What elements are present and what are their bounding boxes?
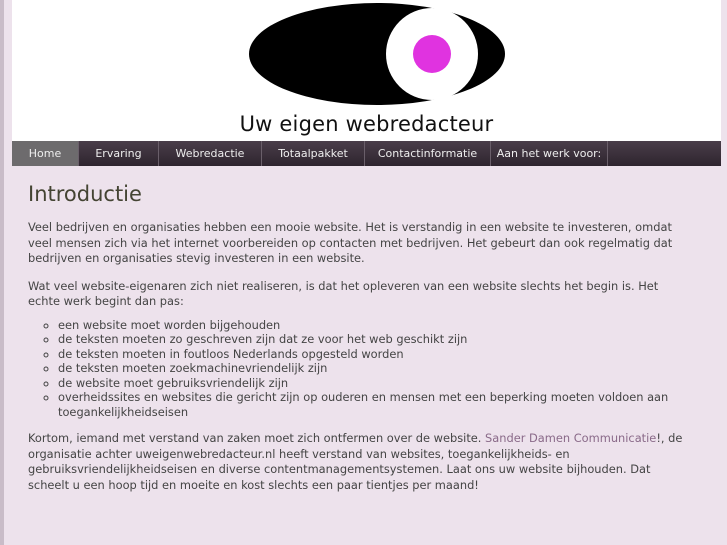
nav-aan-het-werk-voor[interactable]: Aan het werk voor: bbox=[491, 141, 608, 166]
nav-home[interactable]: Home bbox=[12, 141, 79, 166]
list-item: ◦ de teksten moeten zo geschreven zijn dat ze voor het web geschikt zijn bbox=[58, 332, 688, 347]
intro-paragraph-2: Wat veel website-eigenaren zich niet realiseren, is dat het opleveren van een website slechts het begin is. Het echte werk begint dan pas: bbox=[28, 278, 659, 308]
task-list bbox=[28, 318, 688, 420]
list-item: ◦ een website moet worden bijgehouden bbox=[58, 318, 688, 333]
nav-webredactie[interactable]: Webredactie bbox=[159, 141, 262, 166]
main-content bbox=[28, 182, 688, 505]
main-nav bbox=[12, 141, 721, 166]
list-item: ◦ overheidssites en websites die gericht zijn op ouderen en mensen met een beperking moeten voldoen aan toegankelijkheidseisen bbox=[58, 390, 688, 419]
page-heading: Introductie bbox=[28, 182, 142, 206]
nav-contactinformatie[interactable]: Contactinformatie bbox=[365, 141, 491, 166]
list-item: ◦ de website moet gebruiksvriendelijk zijn bbox=[58, 376, 688, 391]
conclusion-text-end: !, de organisatie achter uweigenwebredacteur.nl heeft verstand van websites, toegankelijkheids- en gebruiksvriendelijkheidseisen en diverse contentmanagementsystemen. Laat ons uw website bijhouden. Dat scheelt u een hoop tijd en moeite en kost slechts een paar tientjes per maand! bbox=[28, 431, 683, 492]
site-title: Uw eigen webredacteur bbox=[239, 112, 494, 136]
intro-paragraph-1: Veel bedrijven en organisaties hebben een mooie website. Het is verstandig in een website te investeren, omdat veel mensen zich via het internet voorbereiden op contacten met bedrijven. Het gebeurt dan ook regelmatig dat bedrijven en organisaties stevig investeren in een website. bbox=[28, 220, 673, 265]
conclusion-paragraph bbox=[28, 431, 688, 493]
header bbox=[12, 0, 721, 141]
conclusion-text-start: Kortom, iemand met verstand van zaken moet zich ontfermen over de website. bbox=[28, 431, 486, 445]
nav-totaalpakket[interactable]: Totaalpakket bbox=[262, 141, 365, 166]
eye-logo-icon bbox=[248, 2, 506, 106]
nav-ervaring[interactable]: Ervaring bbox=[79, 141, 159, 166]
list-item: ◦ de teksten moeten in foutloos Nederlands opgesteld worden bbox=[58, 347, 688, 362]
sander-damen-link[interactable]: Sander Damen Communicatie bbox=[485, 431, 657, 445]
list-item: ◦ de teksten moeten zoekmachinevriendelijk zijn bbox=[58, 361, 688, 376]
